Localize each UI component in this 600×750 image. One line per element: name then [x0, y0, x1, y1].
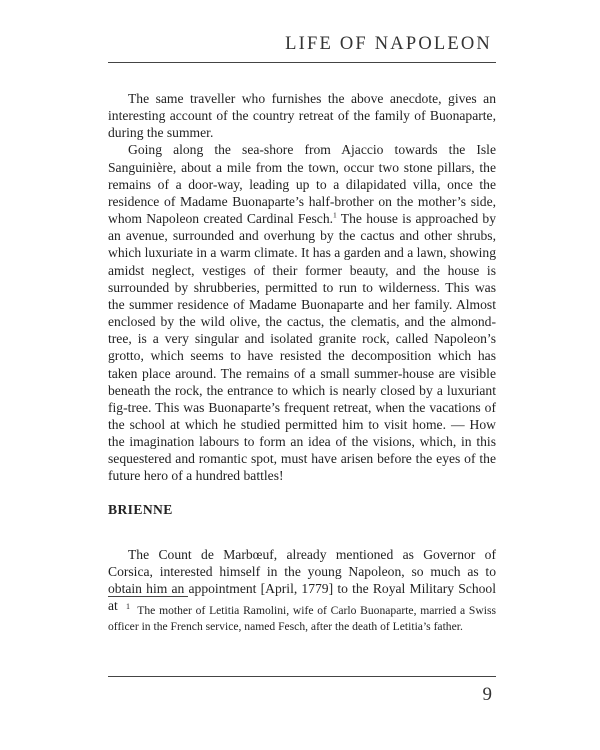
footnote-separator-rule — [108, 596, 188, 597]
footer-rule — [108, 676, 496, 677]
main-text-block — [108, 90, 496, 485]
footnote-text: The mother of Letitia Ramolini, wife of Carlo Buonaparte, married a Swiss officer in the French service, named Fesch, after the death of Letitia’s father. — [108, 604, 496, 633]
header-rule — [108, 62, 496, 63]
paragraph-2-text-start: Going along the sea-shore from Ajaccio towards the Isle Sanguinière, about a mile from the town, occur two stone pillars, the remains of a door-way, leading up to a dilapidated villa, once the residence of Madame Buonaparte’s half-brother on the mother’s side, whom Napoleon created Cardinal Fesch. — [108, 142, 496, 227]
footnote — [108, 603, 496, 635]
footnote-number: 1 — [126, 602, 130, 612]
paragraph-3: The Count de Marbœuf, already mentioned as Governor of Corsica, interested himself in the young Napoleon, so much as to obtain him an appointment [April, 1779] to the Royal Military School at — [108, 547, 496, 614]
paragraph-2 — [108, 141, 496, 484]
running-head-title: LIFE OF NAPOLEON — [285, 34, 492, 54]
footnote-reference-mark: 1 — [333, 210, 337, 220]
paragraph-2-text-end: The house is approached by an avenue, surrounded and overhung by the cactus and other shrubs, which luxuriate in a warm climate. It has a garden and a lawn, showing amidst neglect, vestiges of their former beauty, and the house is surrounded by shrubberies, permitted to run to wilderness. This was the summer residence of Madame Buonaparte and her family. Almost enclosed by the wild olive, the cactus, the clematis, and the almond-tree, is a very singular and isolated granite rock, called Napoleon’s grotto, which seems to have resisted the decomposition which has taken place around. The remains of a small summer-house are visible beneath the rock, the entrance to which is nearly closed by a luxuriant fig-tree. This was Buonaparte’s frequent retreat, when the vacations of the school at which he studied permitted him to visit home. — How the imagination labours to form an idea of the visions, which, in this sequestered and romantic spot, must have arisen before the eyes of the future hero of a hundred battles! — [108, 211, 496, 484]
paragraph-1: The same traveller who furnishes the above anecdote, gives an interesting account of the country retreat of the family of Buonaparte, during the summer. — [108, 91, 496, 141]
page-number: 9 — [482, 684, 492, 705]
section-heading: BRIENNE — [108, 502, 173, 517]
